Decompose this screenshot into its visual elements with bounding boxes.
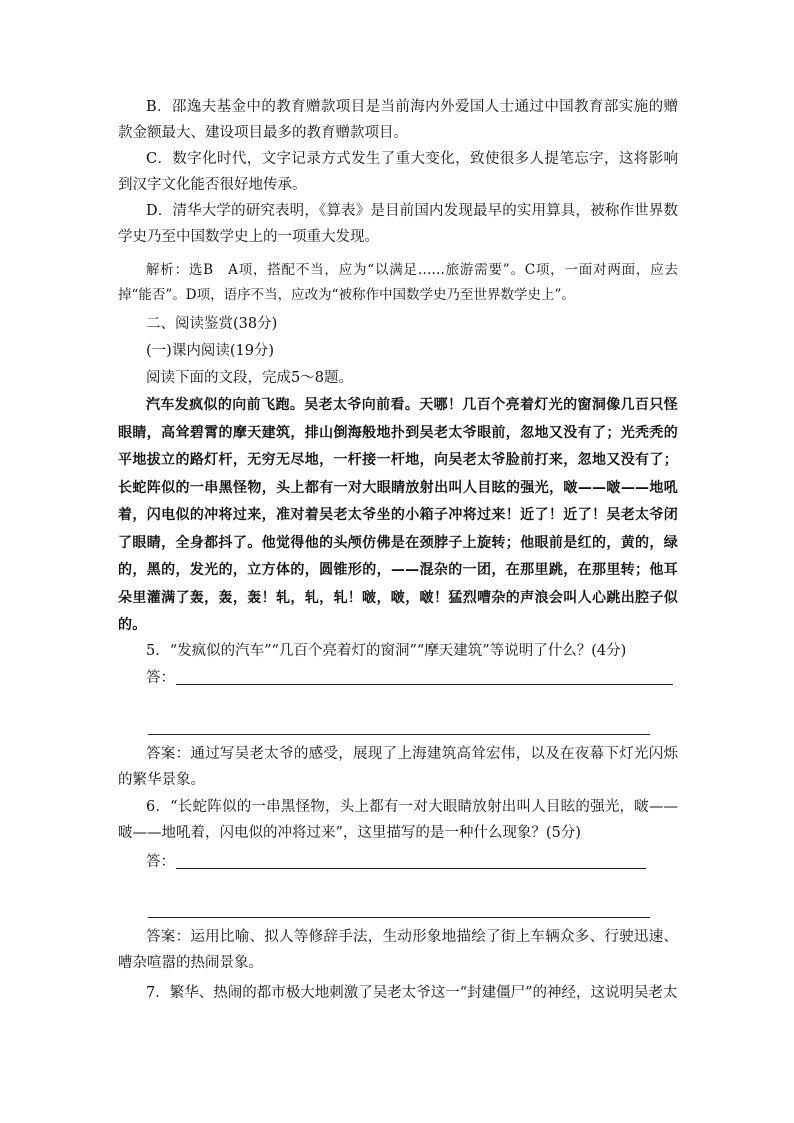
- answer-line: [148, 734, 650, 735]
- question-7: 7．繁华、热闹的都市极大地刺激了吴老太爷这一“封建僵尸”的神经，这说明吴老太: [146, 985, 678, 1001]
- option-d: D．清华大学的研究表明，《算表》是目前国内发现最早的实用算具，被称作世界数学史乃至中国数学史上的一项重大发现。: [118, 203, 678, 245]
- option-b: B．邵逸夫基金中的教育赠款项目是当前海内外爱国人士通过中国教育部实施的赠款金额最大、建设项目最多的教育赠款项目。: [118, 99, 678, 141]
- answer-5: 答案：通过写吴老太爷的感受，展现了上海建筑高耸宏伟，以及在夜幕下灯光闪烁的繁华景象。: [118, 746, 678, 788]
- answer-line: [176, 684, 673, 685]
- reading-instruction: 阅读下面的文段，完成5～8题。: [146, 370, 353, 386]
- answer-line: [148, 917, 650, 918]
- answer-label-5: 答：: [146, 670, 175, 686]
- question-5: 5．“发疯似的汽车”“几百个亮着灯的窗洞”“摩天建筑”等说明了什么？(4分): [146, 643, 627, 659]
- section-title: 二、阅读鉴赏(38分): [146, 316, 278, 332]
- answer-line: [176, 868, 646, 869]
- answer-label-6: 答：: [146, 854, 175, 870]
- option-c: C．数字化时代，文字记录方式发生了重大变化，致使很多人提笔忘字，这将影响到汉字文化能否很好地传承。: [118, 151, 678, 193]
- question-6: 6．“长蛇阵似的一串黑怪物，头上都有一对大眼睛放射出叫人目眩的强光，啵——啵——地吼着，闪电似的冲将过来”，这里描写的是一种什么现象？(5分): [118, 799, 678, 841]
- subsection-title: (一)课内阅读(19分): [146, 343, 275, 359]
- answer-6: 答案：运用比喻、拟人等修辞手法，生动形象地描绘了街上车辆众多、行驶迅速、嘈杂喧嚣的热闹景象。: [118, 929, 678, 971]
- analysis-text: 解析：选B A项，搭配不当，应为“以满足……旅游需要”。C项，一面对两面，应去掉“能否”。D项，语序不当，应改为“被称作中国数学史乃至世界数学史上”。: [118, 262, 678, 303]
- reading-passage: 汽车发疯似的向前飞跑。吴老太爷向前看。天哪！几百个亮着灯光的窗洞像几百只怪眼睛，高耸碧霄的摩天建筑，排山倒海般地扑到吴老太爷眼前，忽地又没有了；光秃秃的平地拔立的路灯杆，无穷无尽地，一杆接一杆地，向吴老太爷脸前打来，忽地又没有了；长蛇阵似的一串黑怪物，头上都有一对大眼睛放射出叫人目眩的强光，啵——啵——地吼着，闪电似的冲将过来，准对着吴老太爷坐的小箱子冲将过来！近了！近了！吴老太爷闭了眼睛，全身都抖了。他觉得他的头颅仿佛是在颈脖子上旋转；他眼前是红的，黄的，绿的，黑的，发光的，立方体的，圆锥形的，——混杂的一团，在那里跳，在那里转；他耳朵里灌满了轰，轰，轰！轧，轧，轧！啵，啵，啵！猛烈嘈杂的声浪会叫人心跳出腔子似的。: [118, 397, 678, 633]
